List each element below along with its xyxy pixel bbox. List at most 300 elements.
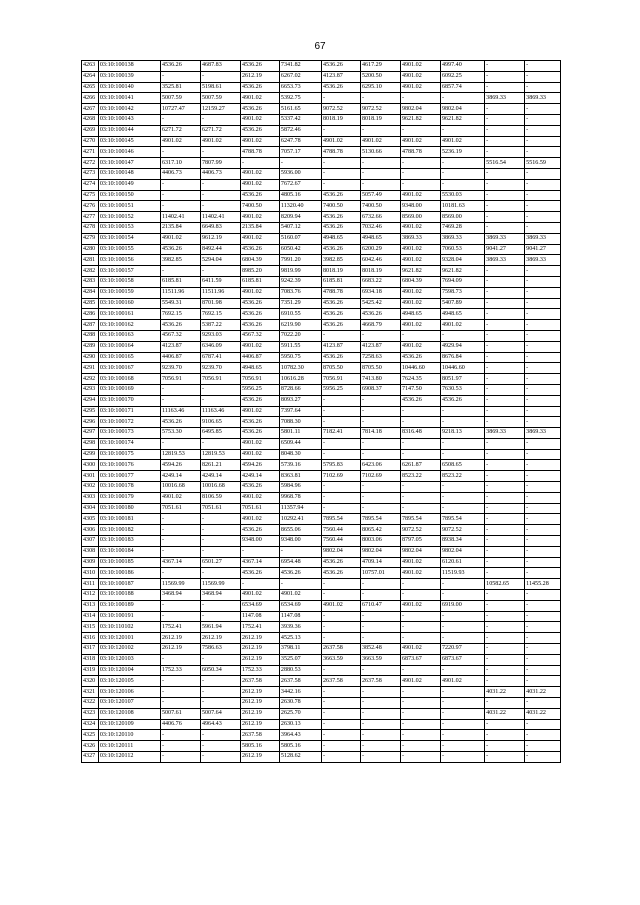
table-row <box>82 525 561 536</box>
value-cell: - <box>440 590 484 601</box>
table-row <box>82 201 561 212</box>
value-cell: - <box>485 482 525 493</box>
value-cell: 8018.19 <box>360 266 400 277</box>
value-cell: - <box>322 330 361 341</box>
value-cell: 6346.09 <box>200 341 240 352</box>
value-cell: 5872.46 <box>279 125 321 136</box>
cadastral-number-cell: 03:10:100180 <box>98 503 160 514</box>
value-cell: 5516.54 <box>485 158 525 169</box>
value-cell: 4948.65 <box>400 309 440 320</box>
cadastral-number-cell: 03:10:100179 <box>98 492 160 503</box>
value-cell: 4901.02 <box>240 341 279 352</box>
table-row <box>82 590 561 601</box>
cadastral-number-cell: 03:10:100145 <box>98 136 160 147</box>
value-cell: 11519.93 <box>440 568 484 579</box>
value-cell: 5805.16 <box>240 741 279 752</box>
value-cell: - <box>525 276 561 287</box>
value-cell: 8048.30 <box>279 449 321 460</box>
value-cell: - <box>160 71 200 82</box>
value-cell: - <box>360 622 400 633</box>
value-cell: 2637.58 <box>279 676 321 687</box>
value-cell: - <box>360 179 400 190</box>
value-cell: - <box>160 514 200 525</box>
cadastral-number-cell: 03:10:120104 <box>98 665 160 676</box>
value-cell: - <box>525 471 561 482</box>
table-row <box>82 71 561 82</box>
value-cell: 8106.59 <box>200 492 240 503</box>
cadastral-number-cell: 03:10:100170 <box>98 395 160 406</box>
row-number-cell: 4280 <box>82 244 99 255</box>
value-cell: 9239.70 <box>160 363 200 374</box>
table-row <box>82 114 561 125</box>
value-cell: 4709.14 <box>360 557 400 568</box>
value-cell: 7051.61 <box>200 503 240 514</box>
value-cell: 4536.26 <box>160 320 200 331</box>
cadastral-number-cell: 03:10:100157 <box>98 266 160 277</box>
row-number-cell: 4279 <box>82 233 99 244</box>
value-cell: - <box>525 298 561 309</box>
row-number-cell: 4306 <box>82 525 99 536</box>
value-cell: 4123.87 <box>322 341 361 352</box>
cadastral-number-cell: 03:10:100186 <box>98 568 160 579</box>
table-row <box>82 363 561 374</box>
value-cell: 4948.65 <box>360 233 400 244</box>
value-cell: - <box>440 168 484 179</box>
value-cell: 7692.15 <box>200 309 240 320</box>
value-cell: - <box>360 665 400 676</box>
value-cell: 4788.78 <box>322 147 361 158</box>
value-cell: 4536.26 <box>240 244 279 255</box>
value-cell: 9802.04 <box>400 546 440 557</box>
value-cell: 7694.09 <box>440 276 484 287</box>
value-cell: 4901.02 <box>240 93 279 104</box>
value-cell: 6908.37 <box>360 384 400 395</box>
value-cell: 4536.26 <box>160 244 200 255</box>
value-cell: 4536.26 <box>400 395 440 406</box>
value-cell: 4031.22 <box>525 708 561 719</box>
value-cell: - <box>200 71 240 82</box>
table-row <box>82 654 561 665</box>
cadastral-number-cell: 03:10:100167 <box>98 363 160 374</box>
value-cell: - <box>160 395 200 406</box>
value-cell: 8523.22 <box>440 471 484 482</box>
value-cell: 10181.63 <box>440 201 484 212</box>
row-number-cell: 4299 <box>82 449 99 460</box>
value-cell: 2612.19 <box>160 633 200 644</box>
value-cell: 7400.50 <box>360 201 400 212</box>
value-cell: 3869.33 <box>485 255 525 266</box>
cadastral-number-cell: 03:10:100175 <box>98 449 160 460</box>
value-cell: - <box>525 536 561 547</box>
value-cell: 5936.00 <box>279 168 321 179</box>
table-row <box>82 719 561 730</box>
value-cell: 1752.33 <box>240 665 279 676</box>
value-cell: 10016.68 <box>200 482 240 493</box>
value-cell: 6295.10 <box>360 82 400 93</box>
value-cell: - <box>279 579 321 590</box>
value-cell: 3869.33 <box>400 233 440 244</box>
cadastral-number-cell: 03:10:100150 <box>98 190 160 201</box>
value-cell: - <box>322 158 361 169</box>
value-cell: 5425.42 <box>360 298 400 309</box>
cadastral-number-cell: 03:10:100171 <box>98 406 160 417</box>
row-number-cell: 4278 <box>82 222 99 233</box>
value-cell: - <box>485 536 525 547</box>
value-cell: 9621.82 <box>400 114 440 125</box>
value-cell: - <box>525 341 561 352</box>
table-row <box>82 244 561 255</box>
value-cell: - <box>160 752 200 763</box>
value-cell: - <box>322 179 361 190</box>
value-cell: - <box>440 708 484 719</box>
value-cell: 5236.19 <box>440 147 484 158</box>
value-cell: 4536.26 <box>440 395 484 406</box>
value-cell: 7400.50 <box>322 201 361 212</box>
value-cell: 10782.30 <box>279 363 321 374</box>
value-cell: 8938.34 <box>440 536 484 547</box>
value-cell: 6649.83 <box>200 222 240 233</box>
value-cell: 4536.26 <box>240 61 279 72</box>
table-row <box>82 514 561 525</box>
value-cell: - <box>525 287 561 298</box>
value-cell: 4525.13 <box>279 633 321 644</box>
value-cell: - <box>322 395 361 406</box>
value-cell: - <box>525 622 561 633</box>
value-cell: 5950.75 <box>279 352 321 363</box>
value-cell: 2612.19 <box>240 633 279 644</box>
value-cell: - <box>200 600 240 611</box>
table-row <box>82 320 561 331</box>
value-cell: - <box>200 266 240 277</box>
value-cell: - <box>485 622 525 633</box>
value-cell: - <box>525 71 561 82</box>
value-cell: - <box>160 546 200 557</box>
value-cell: 5198.61 <box>200 82 240 93</box>
value-cell: 9348.00 <box>400 201 440 212</box>
cadastral-number-cell: 03:10:100189 <box>98 600 160 611</box>
value-cell: 8705.50 <box>322 363 361 374</box>
row-number-cell: 4305 <box>82 514 99 525</box>
value-cell: 4805.16 <box>279 190 321 201</box>
row-number-cell: 4294 <box>82 395 99 406</box>
row-number-cell: 4310 <box>82 568 99 579</box>
value-cell: - <box>485 374 525 385</box>
value-cell: - <box>360 438 400 449</box>
value-cell: 9621.82 <box>400 266 440 277</box>
value-cell: 4249.14 <box>200 471 240 482</box>
value-cell: - <box>440 179 484 190</box>
value-cell: - <box>322 579 361 590</box>
value-cell: 11163.46 <box>200 406 240 417</box>
value-cell: - <box>200 514 240 525</box>
cadastral-number-cell: 03:10:100144 <box>98 125 160 136</box>
value-cell: - <box>485 741 525 752</box>
value-cell: 4536.26 <box>322 320 361 331</box>
value-cell: 6200.29 <box>360 244 400 255</box>
value-cell: 4536.26 <box>322 298 361 309</box>
cadastral-number-cell: 03:10:100178 <box>98 482 160 493</box>
value-cell: - <box>485 125 525 136</box>
value-cell: 4617.29 <box>360 61 400 72</box>
cadastral-number-cell: 03:10:120107 <box>98 698 160 709</box>
value-cell: - <box>160 147 200 158</box>
value-cell: 5801.11 <box>279 428 321 439</box>
cadastral-number-cell: 03:10:120108 <box>98 708 160 719</box>
value-cell: - <box>525 147 561 158</box>
value-cell: - <box>400 611 440 622</box>
table-row <box>82 147 561 158</box>
row-number-cell: 4318 <box>82 654 99 665</box>
value-cell: 1752.41 <box>240 622 279 633</box>
value-cell: 12819.53 <box>200 449 240 460</box>
value-cell: 4536.26 <box>240 417 279 428</box>
value-cell: 4901.02 <box>400 71 440 82</box>
table-row <box>82 341 561 352</box>
value-cell: 7022.20 <box>279 330 321 341</box>
table-row <box>82 276 561 287</box>
value-cell: - <box>525 352 561 363</box>
value-cell: - <box>400 687 440 698</box>
value-cell: - <box>440 125 484 136</box>
value-cell: 4901.02 <box>360 136 400 147</box>
row-number-cell: 4307 <box>82 536 99 547</box>
value-cell: - <box>360 125 400 136</box>
value-cell: 4406.87 <box>240 352 279 363</box>
value-cell: - <box>322 730 361 741</box>
value-cell: 4031.22 <box>485 708 525 719</box>
value-cell: - <box>485 460 525 471</box>
value-cell: - <box>485 168 525 179</box>
cadastral-number-cell: 03:10:100185 <box>98 557 160 568</box>
value-cell: 9968.78 <box>279 492 321 503</box>
value-cell: - <box>485 276 525 287</box>
value-cell: - <box>400 590 440 601</box>
row-number-cell: 4267 <box>82 104 99 115</box>
value-cell: - <box>200 384 240 395</box>
value-cell: 7102.69 <box>360 471 400 482</box>
value-cell: - <box>485 212 525 223</box>
value-cell: 4536.26 <box>322 222 361 233</box>
value-cell: - <box>279 546 321 557</box>
table-row <box>82 428 561 439</box>
value-cell: 4901.02 <box>400 298 440 309</box>
value-cell: - <box>400 579 440 590</box>
value-cell: - <box>485 665 525 676</box>
value-cell: - <box>485 147 525 158</box>
value-cell: 6120.61 <box>440 557 484 568</box>
value-cell: - <box>525 503 561 514</box>
value-cell: - <box>160 600 200 611</box>
cadastral-number-cell: 03:10:100142 <box>98 104 160 115</box>
value-cell: - <box>525 212 561 223</box>
value-cell: 4536.26 <box>400 352 440 363</box>
value-cell: - <box>322 438 361 449</box>
value-cell: 6317.10 <box>160 158 200 169</box>
value-cell: - <box>160 698 200 709</box>
row-number-cell: 4265 <box>82 82 99 93</box>
value-cell: 7056.91 <box>322 374 361 385</box>
value-cell: - <box>525 654 561 665</box>
cadastral-number-cell: 03:10:100158 <box>98 276 160 287</box>
value-cell: - <box>200 687 240 698</box>
value-cell: - <box>240 546 279 557</box>
value-cell: - <box>485 449 525 460</box>
row-number-cell: 4311 <box>82 579 99 590</box>
value-cell: 4901.02 <box>279 590 321 601</box>
value-cell: 4901.02 <box>160 492 200 503</box>
value-cell: - <box>485 179 525 190</box>
value-cell: - <box>525 568 561 579</box>
value-cell: 9802.04 <box>440 546 484 557</box>
table-row <box>82 136 561 147</box>
value-cell: 8018.19 <box>360 114 400 125</box>
value-cell: 5911.55 <box>279 341 321 352</box>
value-cell: 6534.69 <box>240 600 279 611</box>
cadastral-number-cell: 03:10:100153 <box>98 222 160 233</box>
cadastral-number-cell: 03:10:120111 <box>98 741 160 752</box>
value-cell: 2637.58 <box>240 730 279 741</box>
value-cell: 4406.87 <box>160 352 200 363</box>
value-cell: 4406.76 <box>160 719 200 730</box>
table-row <box>82 600 561 611</box>
value-cell: 6261.87 <box>400 460 440 471</box>
table-row <box>82 287 561 298</box>
value-cell: 3869.33 <box>525 428 561 439</box>
value-cell: 6271.72 <box>160 125 200 136</box>
value-cell: - <box>485 557 525 568</box>
table-row <box>82 61 561 72</box>
value-cell: - <box>485 309 525 320</box>
value-cell: 2612.19 <box>240 752 279 763</box>
value-cell: - <box>160 730 200 741</box>
value-cell: 4594.26 <box>160 460 200 471</box>
value-cell: 4536.26 <box>240 309 279 320</box>
value-cell: - <box>160 568 200 579</box>
value-cell: - <box>322 492 361 503</box>
value-cell: 3869.33 <box>485 233 525 244</box>
value-cell: 4901.02 <box>240 438 279 449</box>
value-cell: 5007.59 <box>200 93 240 104</box>
value-cell: - <box>440 503 484 514</box>
value-cell: 7814.18 <box>360 428 400 439</box>
value-cell: - <box>525 320 561 331</box>
row-number-cell: 4295 <box>82 406 99 417</box>
cadastral-number-cell: 03:10:100140 <box>98 82 160 93</box>
table-row <box>82 492 561 503</box>
table-row <box>82 298 561 309</box>
row-number-cell: 4326 <box>82 741 99 752</box>
cadastral-number-cell: 03:10:120101 <box>98 633 160 644</box>
value-cell: - <box>440 449 484 460</box>
value-cell: 4536.26 <box>240 298 279 309</box>
value-cell: 7056.91 <box>240 374 279 385</box>
row-number-cell: 4300 <box>82 460 99 471</box>
value-cell: 8261.21 <box>200 460 240 471</box>
value-cell: 5057.49 <box>360 190 400 201</box>
value-cell: 3869.33 <box>525 255 561 266</box>
table-row <box>82 438 561 449</box>
value-cell: - <box>279 158 321 169</box>
row-number-cell: 4313 <box>82 600 99 611</box>
cadastral-number-cell: 03:10:100152 <box>98 212 160 223</box>
value-cell: - <box>485 320 525 331</box>
value-cell: 8523.22 <box>400 471 440 482</box>
value-cell: - <box>525 741 561 752</box>
value-cell: 4901.02 <box>240 179 279 190</box>
value-cell: 1147.08 <box>279 611 321 622</box>
value-cell: 5337.42 <box>279 114 321 125</box>
row-number-cell: 4324 <box>82 719 99 730</box>
table-row <box>82 158 561 169</box>
value-cell: - <box>322 611 361 622</box>
value-cell: 8018.19 <box>322 114 361 125</box>
value-cell: - <box>525 395 561 406</box>
value-cell: 9072.52 <box>400 525 440 536</box>
cadastral-number-cell: 03:10:100147 <box>98 158 160 169</box>
value-cell: 5130.66 <box>360 147 400 158</box>
value-cell: - <box>525 644 561 655</box>
value-cell: 6247.78 <box>279 136 321 147</box>
value-cell: 4536.26 <box>322 309 361 320</box>
row-number-cell: 4293 <box>82 384 99 395</box>
value-cell: - <box>440 633 484 644</box>
value-cell: 4901.02 <box>400 244 440 255</box>
row-number-cell: 4269 <box>82 125 99 136</box>
value-cell: 4536.26 <box>240 320 279 331</box>
value-cell: 4901.02 <box>240 514 279 525</box>
value-cell: - <box>525 168 561 179</box>
value-cell: 8363.81 <box>279 471 321 482</box>
value-cell: 4901.02 <box>240 492 279 503</box>
value-cell: 5200.50 <box>360 71 400 82</box>
value-cell: 2612.19 <box>240 654 279 665</box>
value-cell: 2637.58 <box>240 676 279 687</box>
value-cell: 8209.94 <box>279 212 321 223</box>
value-cell: - <box>322 449 361 460</box>
value-cell: 9621.82 <box>440 266 484 277</box>
value-cell: - <box>485 644 525 655</box>
value-cell: - <box>160 190 200 201</box>
table-row <box>82 676 561 687</box>
value-cell: - <box>160 179 200 190</box>
value-cell: 3982.85 <box>160 255 200 266</box>
value-cell: 8569.00 <box>400 212 440 223</box>
value-cell: 7895.54 <box>322 514 361 525</box>
value-cell: 4901.02 <box>440 136 484 147</box>
value-cell: - <box>525 104 561 115</box>
value-cell: 8676.84 <box>440 352 484 363</box>
value-cell: 2637.58 <box>322 676 361 687</box>
value-cell: 3663.59 <box>360 654 400 665</box>
value-cell: 5549.31 <box>160 298 200 309</box>
value-cell: 4567.32 <box>240 330 279 341</box>
value-cell: - <box>440 611 484 622</box>
value-cell: - <box>360 741 400 752</box>
row-number-cell: 4327 <box>82 752 99 763</box>
value-cell: 6185.81 <box>240 276 279 287</box>
value-cell: 4901.02 <box>400 644 440 655</box>
value-cell: - <box>485 222 525 233</box>
value-cell: 8705.50 <box>360 363 400 374</box>
value-cell: 10757.01 <box>360 568 400 579</box>
row-number-cell: 4297 <box>82 428 99 439</box>
value-cell: 4901.02 <box>400 222 440 233</box>
cadastral-number-cell: 03:10:100159 <box>98 287 160 298</box>
value-cell: - <box>440 741 484 752</box>
value-cell: 4997.40 <box>440 61 484 72</box>
value-cell: 10016.68 <box>160 482 200 493</box>
value-cell: - <box>525 222 561 233</box>
